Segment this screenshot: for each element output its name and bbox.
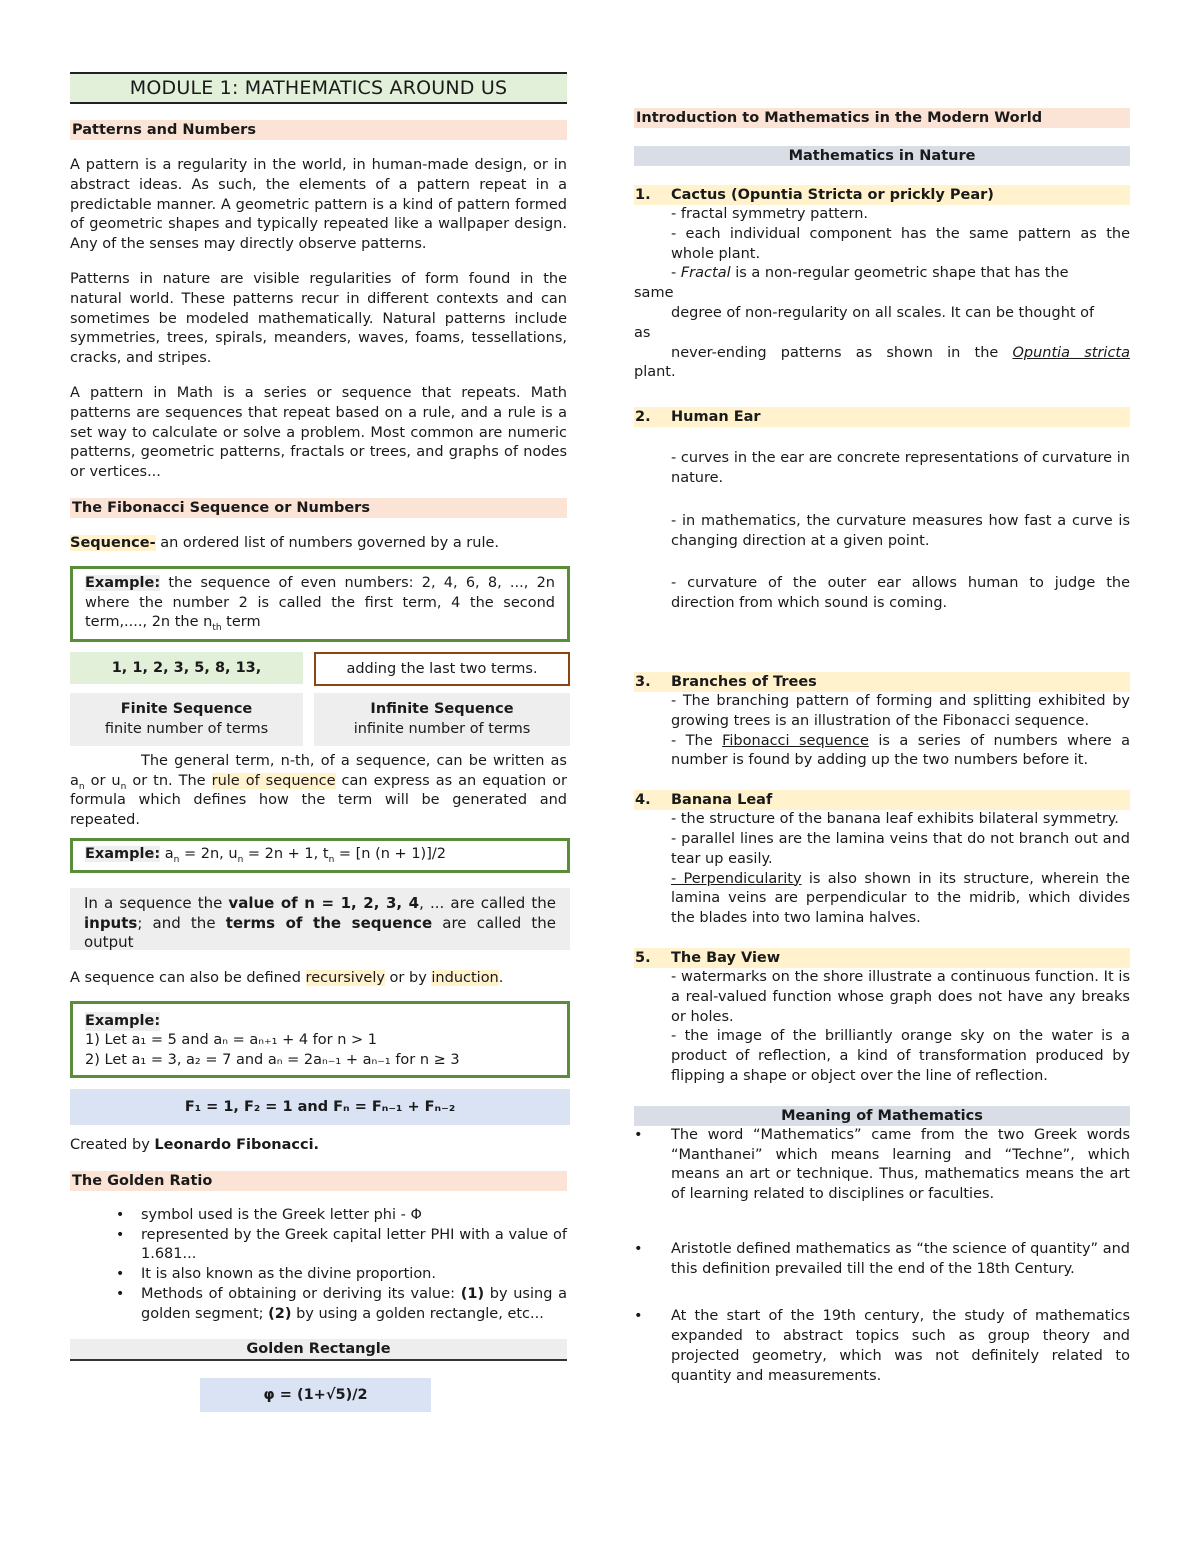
example-label: Example: xyxy=(85,574,161,591)
ear-line-2: - in mathematics, the curvature measures how fast a curve is changing direction at a given point. xyxy=(671,512,1130,549)
infinite-title: Infinite Sequence xyxy=(370,701,514,718)
example-end: term xyxy=(221,614,261,631)
cactus-wrap-1: same xyxy=(634,285,674,302)
example-even-text: the sequence of even numbers: 2, 4, 6, 8, ..., 2n where the number 2 is called the first term, 4 the second term,...., 2n the n xyxy=(85,574,555,631)
section-banana-heading: 4. Banana Leaf xyxy=(634,790,1130,810)
example-recursive-box xyxy=(70,1001,570,1078)
created-by: Created by Leonardo Fibonacci. xyxy=(70,1136,320,1153)
recursive-line-2: 2) Let a₁ = 3, a₂ = 7 and aₙ = 2aₙ₋₁ + aₙ₋₁ for n ≥ 3 xyxy=(85,1052,460,1069)
golden-ratio-list xyxy=(70,1206,567,1325)
pattern-paragraph-2: Patterns in nature are visible regularities of form found in the natural world. These patterns recur in different contexts and can sometimes be modeled mathematically. Natural patterns include symmetries, trees, spirals, meanders, waves, foams, tessellations, cracks, and stripes. xyxy=(70,270,567,367)
infinite-sequence-box xyxy=(314,693,570,746)
example-label: Example: xyxy=(85,845,161,862)
meaning-item: • At the start of the 19th century, the study of mathematics expanded to abstract topics such as group theory and projected geometry, which was not definitely related to quantity and measurements. xyxy=(634,1307,1130,1386)
sequence-def-text: an ordered list of numbers governed by a rule. xyxy=(155,534,500,551)
recursive-paragraph: A sequence can also be defined recursively or by induction. xyxy=(70,969,504,986)
cactus-line-4: degree of non-regularity on all scales. It can be thought of xyxy=(671,304,1095,321)
example-formula-box: Example: $a_n = 2n$, $u_n = 2n + 1$, $t_n = [n$ (n + 1)]/2 xyxy=(70,838,570,873)
section-bay-heading: 5. The Bay View xyxy=(634,948,1130,968)
inputs-box: In a sequence the value of n = 1, 2, 3, 4, ... are called the inputs; and the terms of the sequence are called the output xyxy=(70,888,570,950)
fib-row xyxy=(70,652,567,686)
cactus-wrap-3: plant. xyxy=(634,364,676,381)
right-column xyxy=(634,108,1130,1387)
meaning-item: • Aristotle defined mathematics as “the science of quantity” and this definition prevailed till the end of the 18th Century. xyxy=(634,1240,1130,1280)
golden-item: • represented by the Greek capital letter PHI with a value of 1.681... xyxy=(70,1226,567,1266)
section-ear-heading: 2. Human Ear xyxy=(634,407,1130,427)
fibonacci-formula: F₁ = 1, F₂ = 1 and Fₙ = Fₙ₋₁ + Fₙ₋₂ xyxy=(70,1089,570,1125)
intro-heading: Introduction to Mathematics in the Modern World xyxy=(634,108,1130,128)
golden-ratio-heading: The Golden Ratio xyxy=(70,1171,567,1191)
induction-highlight: induction xyxy=(431,969,499,986)
golden-item: • It is also known as the divine proportion. xyxy=(70,1265,567,1285)
golden-rectangle-heading: Golden Rectangle xyxy=(70,1339,567,1361)
cactus-body: - fractal symmetry pattern. - each individual component has the same pattern as the whole plant. - Fractal is a non-regular geometric shape that has the xyxy=(671,206,1130,282)
meaning-item: • The word “Mathematics” came from the two Greek words “Manthanei” which means learning and “Techne”, which means an art or technique. Thus, mathematics means the art of learning related to disciplines or faculties. xyxy=(634,1126,1130,1205)
cactus-wrap-2: as xyxy=(634,324,651,341)
sequence-definition xyxy=(70,534,567,554)
banana-line-1: - the structure of the banana leaf exhibits bilateral symmetry. xyxy=(671,811,1119,828)
finite-row xyxy=(70,693,567,746)
cactus-line-5: never-ending patterns as shown in the Opuntia stricta xyxy=(671,344,1130,361)
general-term-paragraph: The general term, n-th, of a sequence, can be written as $a_n$ or $u_n$ or tn. The rule of sequence can express as an equation or formula which defines how the term will be generated and repeated. xyxy=(70,752,567,829)
meaning-list xyxy=(634,1126,1130,1387)
meaning-heading: Meaning of Mathematics xyxy=(634,1106,1130,1126)
left-column xyxy=(70,72,567,1412)
sequence-term: Sequence- xyxy=(70,534,156,551)
banana-line-3: - Perpendicularity is also shown in its structure, wherein the lamina veins are perpendicular to the midrib, which divides the blades into two lamina halves. xyxy=(671,870,1130,927)
section-trees-heading: 3. Branches of Trees xyxy=(634,672,1130,692)
example-sub: th xyxy=(212,623,222,634)
ear-line-3: - curvature of the outer ear allows human to judge the direction from which sound is coming. xyxy=(671,575,1130,612)
trees-line-1: - The branching pattern of forming and splitting exhibited by growing trees is an illustration of the Fibonacci sequence. xyxy=(671,692,1130,729)
golden-item: • symbol used is the Greek letter phi - Φ xyxy=(70,1206,567,1226)
banana-line-2: - parallel lines are the lamina veins that do not branch out and tear up easily. xyxy=(671,830,1130,867)
finite-title: Finite Sequence xyxy=(120,701,253,718)
patterns-heading: Patterns and Numbers xyxy=(70,120,567,140)
fibonacci-heading: The Fibonacci Sequence or Numbers xyxy=(70,498,567,518)
pattern-paragraph-1: A pattern is a regularity in the world, in human-made design, or in abstract ideas. As such, the elements of a pattern repeat in a predictable manner. A geometric pattern is a kind of pattern formed of geometric shapes and typically repeated like a wallpaper design. Any of the senses may directly observe patterns. xyxy=(70,157,567,253)
rule-of-sequence-highlight: rule of sequence xyxy=(211,772,336,789)
section-cactus-heading: 1. Cactus (Opuntia Stricta or prickly Pear) xyxy=(634,185,1130,205)
recursively-highlight: recursively xyxy=(305,969,385,986)
bay-line-2: - the image of the brilliantly orange sky on the water is a product of reflection, a kind of transformation produced by flipping a shape or object over the line of reflection. xyxy=(671,1028,1130,1084)
fibonacci-numbers: 1, 1, 2, 3, 5, 8, 13, xyxy=(70,652,303,684)
example-even-box xyxy=(70,566,570,642)
finite-sequence-box xyxy=(70,693,303,746)
example-label: Example: xyxy=(85,1012,160,1032)
bay-line-1: - watermarks on the shore illustrate a continuous function. It is a real-valued function whose graph does not have any breaks or holes. xyxy=(671,968,1130,1025)
golden-item: • Methods of obtaining or deriving its value: (1) by using a golden segment; (2) by using a golden rectangle, etc... xyxy=(70,1285,567,1325)
adding-terms-box: adding the last two terms. xyxy=(314,652,570,686)
ear-line-1: - curves in the ear are concrete representations of curvature in nature. xyxy=(671,450,1130,486)
finite-sub: finite number of terms xyxy=(104,720,269,737)
module-title: MODULE 1: MATHEMATICS AROUND US xyxy=(70,72,567,104)
infinite-sub: infinite number of terms xyxy=(353,720,531,737)
pattern-paragraph-3: A pattern in Math is a series or sequence that repeats. Math patterns are sequences that repeat based on a rule, and a rule is a set way to calculate or solve a problem. Most common are numeric patterns, geometric patterns, fractals or trees, and graphs of nodes or vertices... xyxy=(70,384,567,481)
recursive-line-1: 1) Let a₁ = 5 and aₙ = aₙ₊₁ + 4 for n > 1 xyxy=(85,1032,378,1049)
nature-heading: Mathematics in Nature xyxy=(634,146,1130,166)
phi-formula: φ = (1+√5)/2 xyxy=(200,1378,431,1412)
trees-line-2: - The Fibonacci sequence is a series of numbers where a number is found by adding up the two numbers before it. xyxy=(671,732,1130,769)
